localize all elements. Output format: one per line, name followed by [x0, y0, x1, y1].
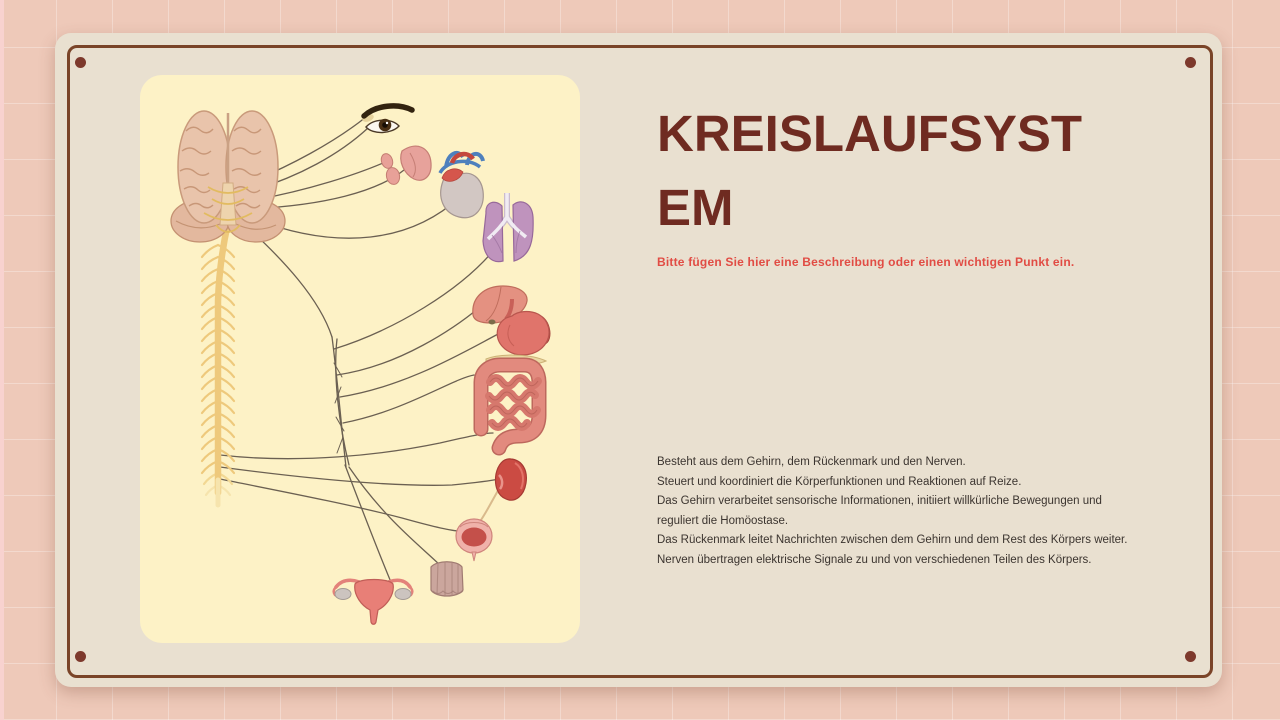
- face-organs: [361, 106, 431, 186]
- uterus-icon: [334, 580, 413, 625]
- body-line: Das Gehirn verarbeitet sensorische Informationen, initiiert willkürliche Bewegungen und reguliert die Homöostase.: [657, 495, 1102, 527]
- body-line: Das Rückenmark leitet Nachrichten zwischen dem Gehirn und dem Rest des Körpers weiter.: [657, 534, 1128, 546]
- intestines-icon: [481, 365, 539, 448]
- corner-dot-top-right: [1185, 57, 1196, 68]
- slide-canvas: [55, 33, 1222, 687]
- bladder-icon: [456, 519, 492, 561]
- slide-subtitle: Bitte fügen Sie hier eine Beschreibung oder einen wichtigen Punkt ein.: [657, 255, 1075, 269]
- kidney-icon: [481, 459, 526, 520]
- corner-dot-bottom-left: [75, 651, 86, 662]
- corner-dot-top-left: [75, 57, 86, 68]
- heart-icon: [440, 153, 483, 218]
- corner-dot-bottom-right: [1185, 651, 1196, 662]
- tongue-icon: [401, 146, 431, 180]
- body-line: Nerven übertragen elektrische Signale zu und von verschiedenen Teilen des Körpers.: [657, 553, 1092, 566]
- slide-title: KREISLAUFSYSTEM: [657, 105, 1083, 237]
- illustration-panel: [140, 75, 580, 643]
- body-line: Besteht aus dem Gehirn, dem Rückenmark und den Nerven.: [657, 456, 966, 468]
- slide-body-text: [657, 453, 1135, 570]
- muscle-icon: [431, 562, 463, 596]
- nervous-system-illustration: [140, 75, 580, 643]
- body-line: Steuert und koordiniert die Körperfunktionen und Reaktionen auf Reize.: [657, 475, 1022, 488]
- background-edge-strip: [0, 0, 4, 720]
- lungs-icon: [483, 193, 533, 262]
- brain-icon: [171, 111, 285, 242]
